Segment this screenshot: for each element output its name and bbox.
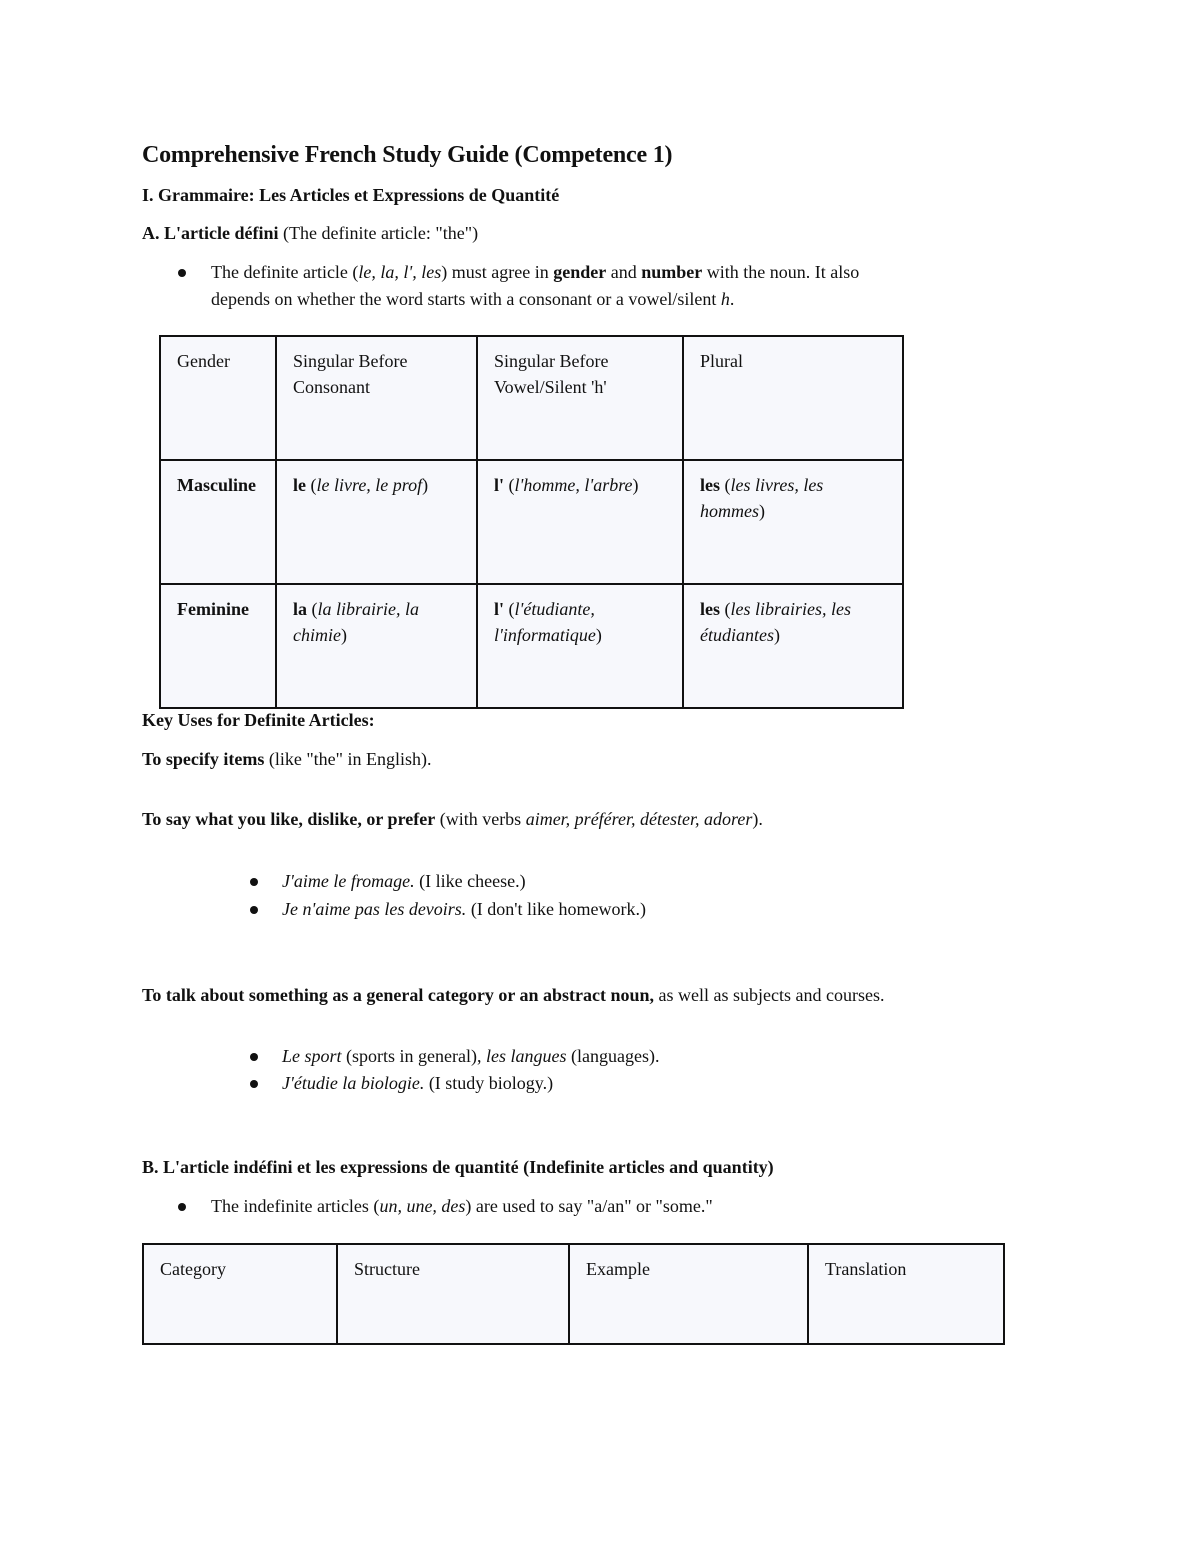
use-text: (like "the" in English). — [264, 749, 432, 769]
section-i-heading: I. Grammaire: Les Articles et Expressions de Quantité — [142, 185, 560, 205]
table-header-cell: Category — [143, 1244, 337, 1344]
article: les — [700, 599, 720, 619]
example-item — [282, 1070, 553, 1096]
table-cell: les (les livres, les hommes) — [683, 460, 903, 584]
table-header-cell: Plural — [683, 336, 903, 460]
table-header-cell: Singular Before Consonant — [276, 336, 477, 460]
bullet-h: h — [720, 289, 730, 309]
table-header-cell: Translation — [808, 1244, 1004, 1344]
table-header-cell: Gender — [160, 336, 276, 460]
use-specify-items — [142, 746, 432, 772]
indefinite-article-table — [142, 1243, 1005, 1345]
bullet-text: . — [729, 289, 735, 309]
bullet-icon — [178, 1203, 186, 1211]
table-cell: le (le livre, le prof) — [276, 460, 477, 584]
section-b-heading-bold: B. L'article indéfini et les expressions de quantité — [142, 1157, 519, 1177]
definite-article-bullet-line-2 — [211, 286, 734, 312]
example-french: Le sport — [282, 1046, 342, 1066]
example-item — [282, 1043, 659, 1069]
table-row-feminine — [160, 584, 903, 708]
gender-cell: Feminine — [160, 584, 276, 708]
section-a-heading — [142, 220, 478, 246]
bullet-number: number — [641, 262, 703, 282]
bullet-text: ) must agree in — [441, 262, 554, 282]
definite-article-bullet-line-1 — [211, 259, 859, 285]
example-translation: (I like cheese.) — [414, 871, 526, 891]
bullet-text: depends on whether the word starts with a consonant or a vowel/silent — [211, 289, 721, 309]
article: l' — [494, 599, 505, 619]
example: le livre, le prof — [316, 475, 423, 495]
indefinite-article-bullet — [211, 1193, 713, 1219]
key-uses-heading: Key Uses for Definite Articles: — [142, 710, 375, 730]
article: la — [293, 599, 308, 619]
bullet-icon — [250, 906, 258, 914]
bullet-icon — [250, 878, 258, 886]
table-header-cell: Structure — [337, 1244, 569, 1344]
table-header-row — [160, 336, 903, 460]
article: l' — [494, 475, 505, 495]
section-a-heading-rest: (The definite article: "the") — [278, 223, 479, 243]
bullet-text: The indefinite articles ( — [211, 1196, 380, 1216]
table-cell: l' (l'homme, l'arbre) — [477, 460, 683, 584]
table-header-cell: Singular Before Vowel/Silent 'h' — [477, 336, 683, 460]
example-french: les langues — [485, 1046, 567, 1066]
bullet-icon — [250, 1053, 258, 1061]
definite-article-table — [159, 335, 904, 709]
table-cell: l' (l'étudiante, l'informatique) — [477, 584, 683, 708]
gender-cell: Masculine — [160, 460, 276, 584]
use-general-category — [142, 982, 884, 1008]
table-row-masculine — [160, 460, 903, 584]
use-text: (with verbs — [435, 809, 526, 829]
use-text: as well as subjects and courses. — [654, 985, 885, 1005]
section-b-heading-rest: (Indefinite articles and quantity) — [518, 1157, 774, 1177]
example-translation: (sports in general), — [341, 1046, 486, 1066]
example: les livres, les hommes — [700, 475, 824, 521]
bullet-text: with the noun. It also — [702, 262, 860, 282]
example-item — [282, 868, 526, 894]
bullet-icon — [250, 1080, 258, 1088]
use-likes-dislikes — [142, 806, 763, 832]
table-header-row — [143, 1244, 1004, 1344]
example-french: Je n'aime pas les devoirs. — [282, 899, 467, 919]
example-translation: (I study biology.) — [424, 1073, 554, 1093]
bullet-text: ) are used to say "a/an" or "some." — [465, 1196, 713, 1216]
use-label: To specify items — [142, 749, 265, 769]
page-title: Comprehensive French Study Guide (Competence 1) — [142, 142, 673, 168]
bullet-text: The definite article ( — [211, 262, 359, 282]
bullet-articles: le, la, l', les — [358, 262, 442, 282]
table-cell: la (la librairie, la chimie) — [276, 584, 477, 708]
example: les librairies, les étudiantes — [700, 599, 851, 645]
example-item — [282, 896, 646, 922]
use-label: To talk about something as a general category or an abstract noun, — [142, 985, 655, 1005]
example: la librairie, la chimie — [293, 599, 420, 645]
example-french: J'aime le fromage. — [282, 871, 415, 891]
use-text: ). — [752, 809, 763, 829]
example-translation: (I don't like homework.) — [466, 899, 647, 919]
bullet-gender: gender — [553, 262, 607, 282]
section-a-heading-bold: A. L'article défini — [142, 223, 279, 243]
use-label: To say what you like, dislike, or prefer — [142, 809, 436, 829]
article: le — [293, 475, 306, 495]
table-cell: les (les librairies, les étudiantes) — [683, 584, 903, 708]
example: l'étudiante, l'informatique — [494, 599, 596, 645]
use-verbs: aimer, préférer, détester, adorer — [525, 809, 753, 829]
article: les — [700, 475, 720, 495]
bullet-icon — [178, 269, 186, 277]
bullet-articles: un, une, des — [379, 1196, 466, 1216]
example-translation: (languages). — [566, 1046, 660, 1066]
example-french: J'étudie la biologie. — [282, 1073, 425, 1093]
table-header-cell: Example — [569, 1244, 808, 1344]
example: l'homme, l'arbre — [514, 475, 633, 495]
bullet-text: and — [606, 262, 642, 282]
section-b-heading — [142, 1154, 774, 1180]
